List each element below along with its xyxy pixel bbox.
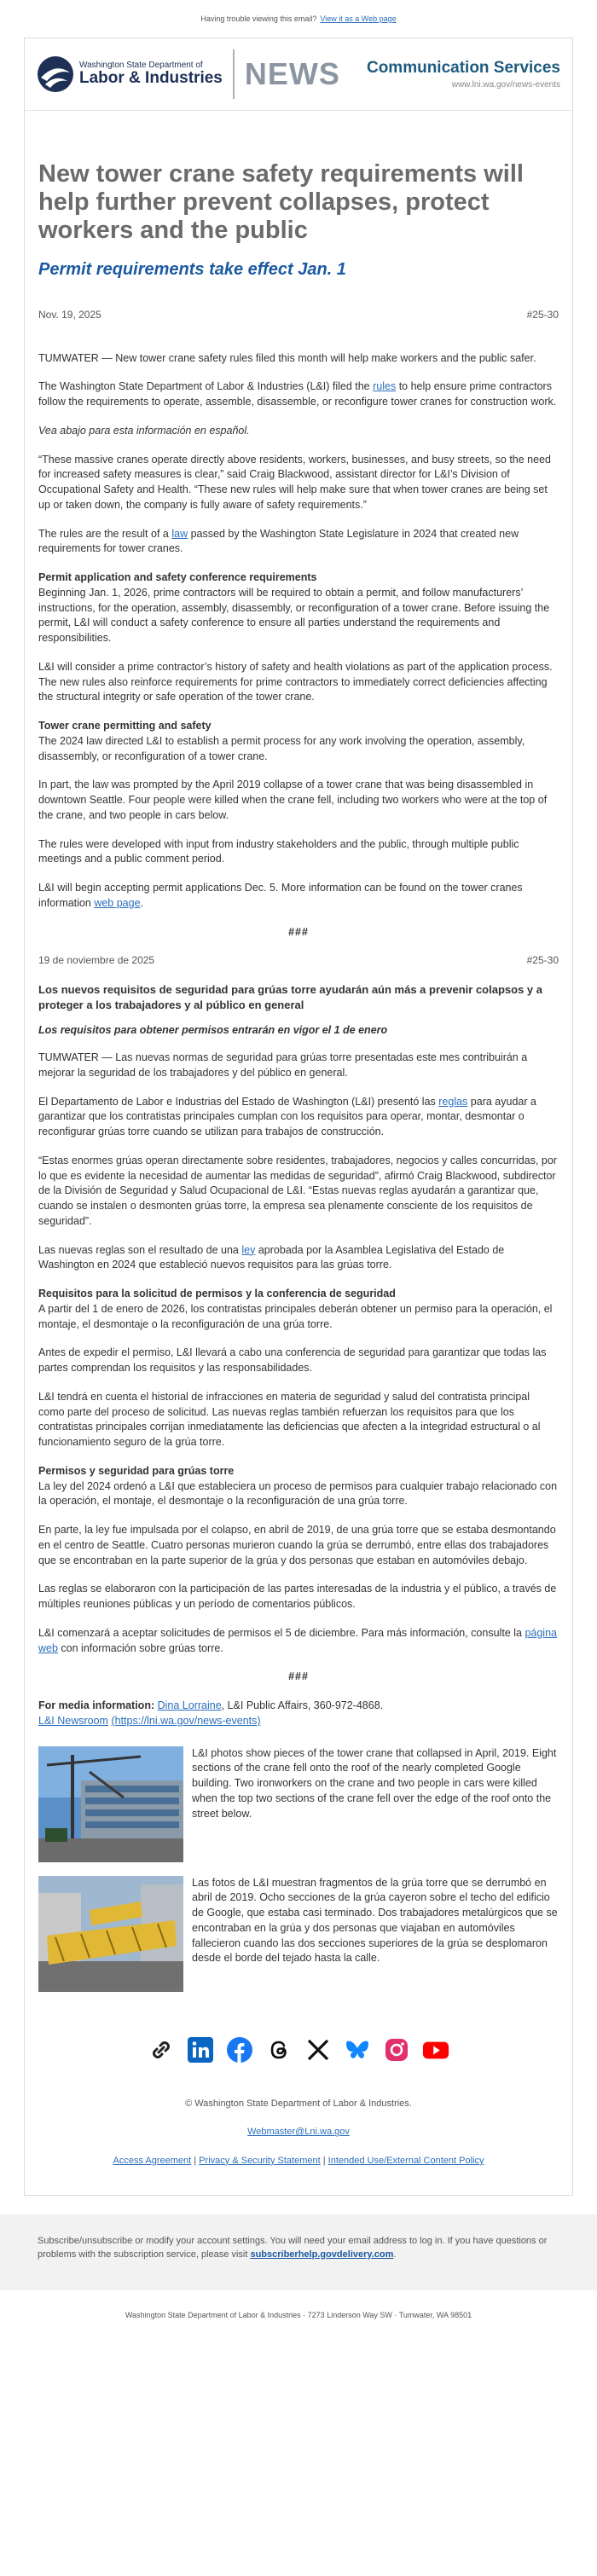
release-date: Nov. 19, 2025 <box>38 308 101 321</box>
spanish-number: #25-30 <box>526 954 559 967</box>
paragraph: The rules were developed with input from industry stakeholders and the public, through multiple public meetings and a public comment period. <box>38 837 519 865</box>
view-online-bar <box>0 0 597 38</box>
media-label: For media information: <box>38 1699 155 1712</box>
paragraph: TUMWATER — New tower crane safety rules filed this month will help make workers and the public safer. <box>38 351 536 364</box>
paragraph: L&I comenzará a aceptar solicitudes de permisos el 5 de diciembre. Para más información, consulte la página web con información sobre grúas torre. <box>38 1626 557 1654</box>
paragraph: A partir del 1 de enero de 2026, los contratistas principales deberán obtener un permiso para la operación, el montaje, el desmontaje o la reconfiguración de una grúa torre. <box>38 1302 553 1330</box>
section-heading: Permisos y seguridad para grúas torre <box>38 1464 235 1477</box>
view-as-webpage-link[interactable]: View it as a Web page <box>320 14 397 23</box>
paragraph: La ley del 2024 ordenó a L&I que estableciera un proceso de permisos para cualquier trabajo relacionado con la operación, el montaje, el desmontaje o la reconfiguración de una grúa torre. <box>38 1479 558 1508</box>
instagram-icon[interactable] <box>383 2036 410 2064</box>
photo-caption-en: L&I photos show pieces of the tower crane that collapsed in April, 2019. Eight sections of the crane fell onto the roof of the nearly completed Google building. Two ironworkers on the crane and two people in cars were killed when the top two sections of the crane fell over the edge of the roof onto the street below. <box>192 1746 557 1820</box>
communication-services-title: Communication Services <box>366 59 560 77</box>
spanish-headline: Los nuevos requisitos de seguridad para grúas torre ayudarán aún más a prevenir colapsos y a proteger a los trabajadores y al público en general <box>38 982 542 1011</box>
paragraph: In part, the law was prompted by the April 2019 collapse of a tower crane that was being disassembled in downtown Seattle. Four people were killed when the crane fell, including two workers who were at the top of the crane, and two people in cars below. <box>38 779 548 821</box>
email-header <box>25 38 572 111</box>
postal-address: Washington State Department of Labor & Industries · 7273 Linderson Way SW · Tumwater, WA 98501 <box>125 2311 472 2320</box>
section-heading: Permit application and safety conference requirements <box>38 571 317 584</box>
social-links <box>38 2036 559 2064</box>
email-frame <box>24 38 573 2196</box>
footer <box>38 2098 559 2168</box>
access-agreement-link[interactable]: Access Agreement <box>113 2155 192 2166</box>
header-divider <box>233 49 235 99</box>
quote-paragraph: “These massive cranes operate directly above residents, workers, businesses, and busy streets, so the need for increased safety measures is clear,” said Craig Blackwood, assistant director for L&I’s Division of Occupational Safety and Health. “These new rules will help make sure that when tower cranes are being set up or taken down, the company is fully aware of safety requirements.” <box>38 453 551 511</box>
headline: New tower crane safety requirements will help further prevent collapses, protect workers and the public <box>38 160 524 244</box>
logo-line2: Labor & Industries <box>79 69 223 88</box>
paragraph: El Departamento de Labor e Industrias del Estado de Washington (L&I) presentó las reglas para ayudar a garantizar que los contratistas principales cumplan con los requisitos para operar, montar, desmontar o reconfigurar grúas torre cuando se utilizan para trabajos de construcción. <box>38 1095 536 1138</box>
lni-globe-icon <box>37 55 74 93</box>
webmaster-email-link[interactable]: Webmaster@Lni.wa.gov <box>247 2127 350 2138</box>
privacy-link[interactable]: Privacy & Security Statement <box>199 2155 321 2166</box>
media-contact-link[interactable]: Dina Lorraine <box>157 1699 222 1712</box>
rules-link[interactable]: rules <box>373 380 397 393</box>
spanish-meta <box>38 953 559 968</box>
quote-paragraph: “Estas enormes grúas operan directamente sobre residentes, trabajadores, negocios y calles concurridas, por lo que es evidente la necesidad de aumentar las medidas de seguridad”, afirmó Craig Blackwood, subdirector de la División de Seguridad y Salud Ocupacional de L&I. “Estas nuevas reglas ayudarán a garantizar que, cuando se instalen o desmonten grúas torre, la empresa sea plenamente consciente de los requisitos de seguridad”. <box>38 1154 557 1227</box>
ley-link[interactable]: ley <box>241 1243 256 1256</box>
paragraph: Las reglas se elaboraron con la participación de las partes interesadas de la industria y el público, a través de múltiples reuniones públicas y un período de comentarios públicos. <box>38 1583 557 1611</box>
reglas-link[interactable]: reglas <box>438 1095 468 1108</box>
linkedin-icon[interactable] <box>187 2036 214 2064</box>
view-online-text: Having trouble viewing this email? <box>200 14 317 23</box>
bluesky-icon[interactable] <box>344 2036 371 2064</box>
footer-divider: | <box>194 2155 197 2166</box>
web-page-link[interactable]: web page <box>94 896 141 909</box>
crane-collapse-photo <box>38 1746 183 1862</box>
subheadline: Permit requirements take effect Jan. 1 <box>38 260 346 280</box>
release-meta <box>38 308 559 322</box>
section-heading: Tower crane permitting and safety <box>38 720 212 732</box>
spanish-permit-section <box>38 1287 559 1332</box>
x-icon[interactable] <box>304 2036 332 2064</box>
law-link[interactable]: law <box>171 527 188 540</box>
paragraph: The Washington State Department of Labor & Industries (L&I) filed the rules to help ensure prime contractors follow the requirements to operate, assemble, disassemble, or reconfigure tower cranes for construction work. <box>38 380 557 408</box>
spanish-subheadline: Los requisitos para obtener permisos entrarán en vigor el 1 de enero <box>38 1024 388 1037</box>
subscription-text: Subscribe/unsubscribe or modify your account settings. You will need your email address to log in. If you have questions or problems with the subscription service, please visit <box>38 2236 548 2260</box>
paragraph: TUMWATER — Las nuevas normas de seguridad para grúas torre presentadas este mes contribuirán a mejorar la seguridad de los trabajadores y del público en general. <box>38 1051 528 1079</box>
section-heading: Requisitos para la solicitud de permisos y la conferencia de seguridad <box>38 1288 396 1300</box>
paragraph: The 2024 law directed L&I to establish a permit process for any work involving the operation, assembly, disassembly, or reconfiguration of a tower crane. <box>38 734 525 762</box>
permit-section <box>38 570 559 646</box>
photo-row-en <box>38 1746 559 1862</box>
logo-line1: Washington State Department of <box>79 60 203 70</box>
separator: ### <box>288 1670 309 1683</box>
release-number: #25-30 <box>526 308 559 321</box>
threads-icon[interactable] <box>265 2036 293 2064</box>
paragraph: L&I tendrá en cuenta el historial de infracciones en materia de seguridad y salud del contratista principal como parte del proceso de solicitud. Las nuevas reglas también refuerzan los requisitos para que los contratistas principales corrijan inmediatamente las deficiencias que afecten a la integridad estructural o al funcionamiento seguro de la grúa torre. <box>38 1390 541 1449</box>
news-wordmark: NEWS <box>244 56 340 91</box>
copyright: © Washington State Department of Labor & Industries. <box>185 2098 412 2109</box>
newsroom-url-link[interactable]: (https://lni.wa.gov/news-events) <box>111 1714 261 1727</box>
subscriber-help-link[interactable]: subscriberhelp.govdelivery.com <box>250 2249 394 2260</box>
footer-divider: | <box>322 2155 326 2166</box>
paragraph: L&I will begin accepting permit applications Dec. 5. More information can be found on the tower cranes information web page. <box>38 882 523 909</box>
paragraph: Beginning Jan. 1, 2026, prime contractors will be required to obtain a permit, and follow manufacturers’ instructions, for the operation, assembly, disassembly, or reconfiguration of a tower crane. Before issuing the permit, L&I will conduct a safety conference to ensure all parties understand the requirements and responsibilities. <box>38 586 550 645</box>
paragraph: En parte, la ley fue impulsada por el colapso, en abril de 2019, de una grúa torre que se estaba desmontando en el centro de Seattle. Cuatro personas murieron cuando la grúa se derrumbó, entre ellas dos trabajadores que se encontraban en la parte superior de la grúa y dos personas que estaban en automóviles debajo. <box>38 1524 556 1566</box>
separator: ### <box>288 925 309 938</box>
email-body <box>25 111 572 2195</box>
lni-logo <box>37 55 223 93</box>
youtube-icon[interactable] <box>422 2036 449 2064</box>
pagina-web-link[interactable]: página web <box>38 1626 557 1654</box>
spanish-date: 19 de noviembre de 2025 <box>38 954 155 967</box>
photo-row-es <box>38 1876 559 1992</box>
intended-use-link[interactable]: Intended Use/External Content Policy <box>327 2155 484 2166</box>
link-icon[interactable] <box>148 2036 175 2064</box>
newsroom-link[interactable]: L&I Newsroom <box>38 1714 108 1727</box>
tower-section <box>38 719 559 764</box>
news-events-url: www.lni.wa.gov/news-events <box>451 80 560 90</box>
subscription-box: Subscribe/unsubscribe or modify your account settings. You will need your email address to log in. If you have questions or problems with the subscription service, please visit subscriberhelp.govdelivery.com. <box>0 2214 597 2290</box>
spanish-tower-section <box>38 1464 559 1509</box>
photo-caption-es: Las fotos de L&I muestran fragmentos de la grúa torre que se derrumbó en abril de 2019. Ocho secciones de la grúa cayeron sobre el techo del edificio de Google, que estaba casi terminado. Dos trabajadores metalúrgicos que se encontraban en la grúa y dos personas que viajaban en automóviles fallecieron cuando las dos secciones superiores de la grúa se desplomaron desde el borde del tejado hasta la calle. <box>192 1876 558 1965</box>
paragraph: Las nuevas reglas son el resultado de una ley aprobada por la Asamblea Legislativa del Estado de Washington en 2024 que estableció nuevos requisitos para las grúas torre. <box>38 1243 505 1271</box>
paragraph: Antes de expedir el permiso, L&I llevará a cabo una conferencia de seguridad para garantizar que todas las partes comprendan los requisitos y las responsabilidades. <box>38 1346 547 1375</box>
facebook-icon[interactable] <box>226 2036 253 2064</box>
crane-wreckage-photo <box>38 1876 183 1992</box>
spanish-note: Vea abajo para esta información en español. <box>38 424 250 437</box>
paragraph: L&I will consider a prime contractor’s history of safety and health violations as part of the application process. The new rules also reinforce requirements for prime contractors to immediately correct deficiencies affecting the structural integrity or safe operation of the tower crane. <box>38 660 553 703</box>
media-contact: For media information: Dina Lorraine, L&I Public Affairs, 360-972-4868. L&I Newsroom (https://lni.wa.gov/news-events) <box>38 1699 384 1727</box>
paragraph: The rules are the result of a law passed by the Washington State Legislature in 2024 that created new requirements for tower cranes. <box>38 527 519 555</box>
